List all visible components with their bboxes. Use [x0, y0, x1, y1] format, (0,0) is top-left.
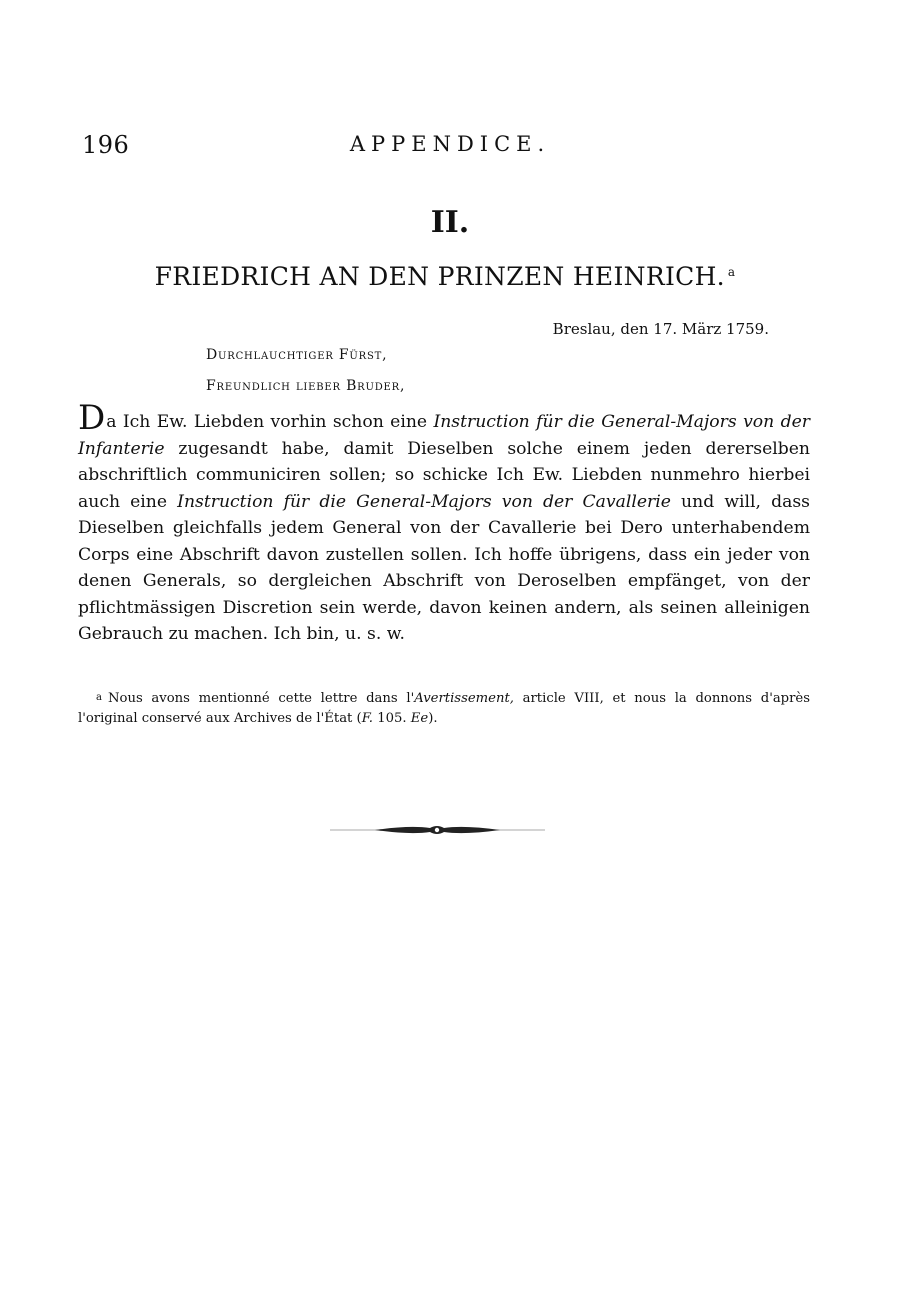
page-number: 196: [82, 131, 130, 159]
body-text-1: a Ich Ew. Liebden vorhin schon eine: [106, 412, 434, 432]
salutation-line-2: Freundlich lieber Bruder,: [206, 378, 406, 394]
footnote-text-1: Nous avons mentionné cette lettre dans l': [107, 691, 415, 706]
footnote: [78, 688, 810, 729]
letter-title: [0, 262, 890, 291]
footnote-italic-1: Avertissement,: [414, 691, 514, 706]
footnote-text-2: article VIII, et nous la donnons d'après l'original conservé aux Archives de l'État (: [78, 691, 810, 726]
body-italic-2: Instruction für die General-Majors von der Cavallerie: [177, 491, 671, 512]
letter-title-text: FRIEDRICH AN DEN PRINZEN HEINRICH.: [154, 262, 725, 291]
footnote-text-3: 105.: [373, 711, 411, 726]
body-text-2: zugesandt habe, damit Dieselben solche einem jeden dererselben abschriftlich communiciren sollen; so schicke Ich Ew. Liebden nunmehro hierbei auch eine: [78, 438, 810, 512]
running-head: APPENDICE.: [349, 132, 551, 156]
footnote-text-4: ).: [428, 711, 438, 726]
footnote-mark: a: [96, 692, 102, 703]
body-text-3: und will, dass Dieselben gleichfalls jedem General von der Cavallerie bei Dero unterhabendem Corps eine Abschrift davon zustellen sollen. Ich hoffe übrigens, dass ein jeder von denen Generals, so dergleichen Abschrift von Deroselben empfänget, von der pflichtmässigen Discretion sein werde, davon keinen andern, als seinen alleinigen Gebrauch zu machen. Ich bin, u. s. w.: [78, 491, 810, 644]
drop-cap: D: [78, 398, 106, 438]
footnote-italic-3: Ee: [410, 711, 429, 726]
footnote-reference: a: [727, 264, 736, 279]
dateline: Breslau, den 17. März 1759.: [552, 320, 769, 338]
footnote-italic-2: F.: [361, 711, 373, 726]
ornament-divider: [330, 822, 545, 838]
letter-body: [78, 398, 810, 648]
section-number: II.: [430, 205, 470, 240]
salutation-line-1: Durchlauchtiger Fürst,: [206, 347, 388, 363]
body-italic-1: Instruction für die General-Majors von der Infanterie: [78, 412, 810, 459]
